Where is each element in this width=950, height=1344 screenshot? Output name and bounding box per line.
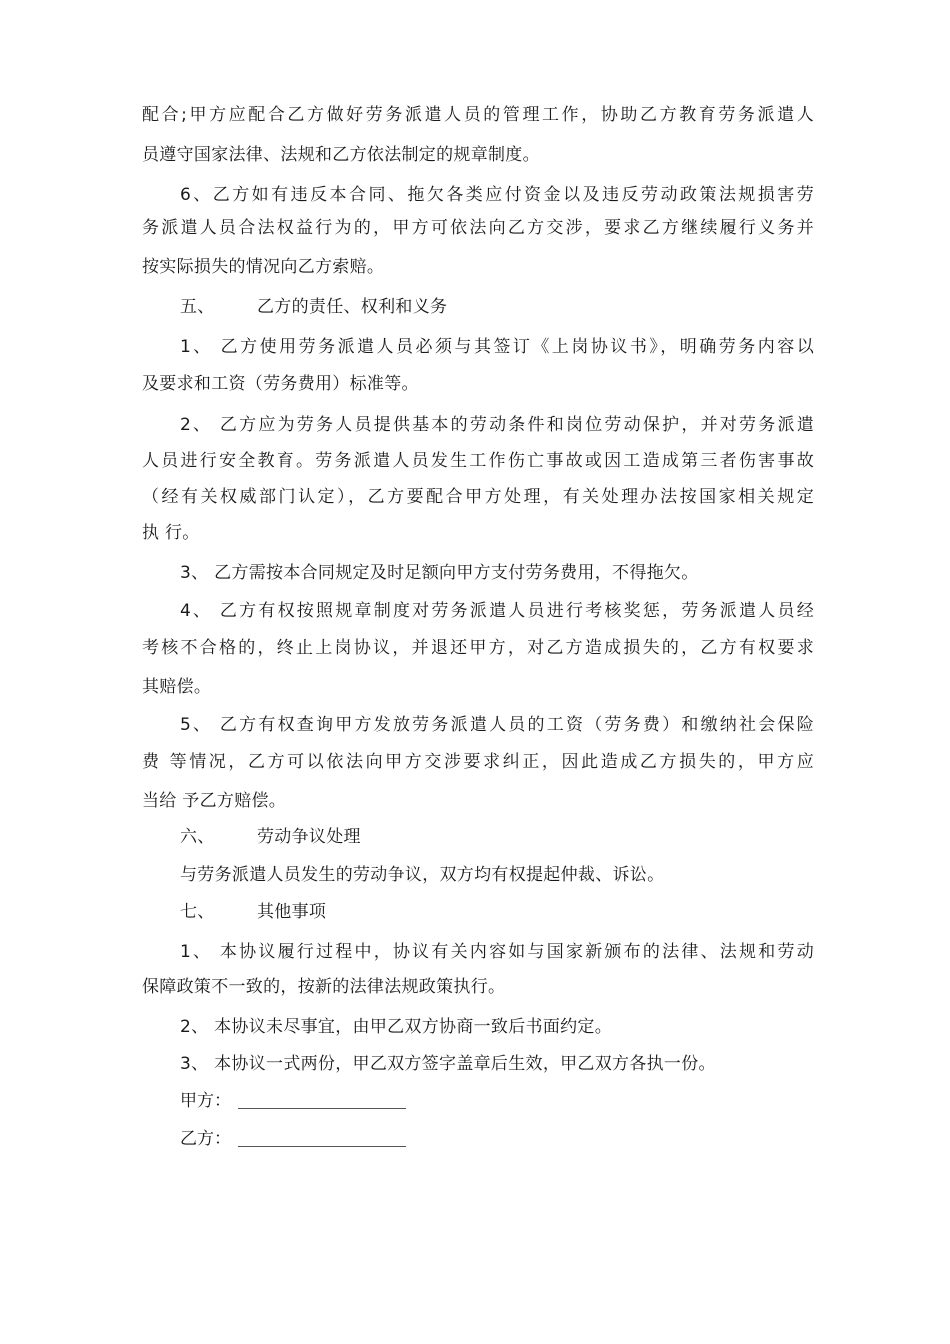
paragraph-line: 按实际损失的情况向乙方索赔。 <box>142 257 385 277</box>
paragraph-line: 6、乙方如有违反本合同、拖欠各类应付资金以及违反劳动政策法规损害劳 <box>180 185 814 205</box>
section-five-title: 乙方的责任、权利和义务 <box>257 297 448 317</box>
paragraph-line: 3、 本协议一式两份，甲乙双方签字盖章后生效，甲乙双方各执一份。 <box>180 1054 716 1074</box>
paragraph-line: 执 行。 <box>142 523 200 543</box>
paragraph-line: 2、 乙方应为劳务人员提供基本的劳动条件和岗位劳动保护，并对劳务派遣 <box>180 415 814 435</box>
paragraph-line: 配合;甲方应配合乙方做好劳务派遣人员的管理工作，协助乙方教育劳务派遣人 <box>142 105 814 125</box>
paragraph-line: （经有关权威部门认定），乙方要配合甲方处理，有关处理办法按国家相关规定 <box>142 487 814 507</box>
paragraph-line: 1、 乙方使用劳务派遣人员必须与其签订《上岗协议书》，明确劳务内容以 <box>180 337 814 357</box>
party-a-label: 甲方： <box>180 1091 231 1111</box>
paragraph-line: 1、 本协议履行过程中，协议有关内容如与国家新颁布的法律、法规和劳动 <box>180 942 814 962</box>
party-b-signature-line <box>238 1146 406 1147</box>
paragraph-line: 务派遣人员合法权益行为的，甲方可依法向乙方交涉，要求乙方继续履行义务并 <box>142 218 814 238</box>
paragraph-line: 保障政策不一致的，按新的法律法规政策执行。 <box>142 977 506 997</box>
section-five-number: 五、 <box>180 297 215 317</box>
party-a-signature-line <box>238 1108 406 1109</box>
paragraph-line: 4、 乙方有权按照规章制度对劳务派遣人员进行考核奖惩，劳务派遣人员经 <box>180 601 814 621</box>
paragraph-line: 5、 乙方有权查询甲方发放劳务派遣人员的工资（劳务费）和缴纳社会保险 <box>180 715 814 735</box>
paragraph-line: 员遵守国家法律、法规和乙方依法制定的规章制度。 <box>142 145 540 165</box>
paragraph-line: 3、 乙方需按本合同规定及时足额向甲方支付劳务费用，不得拖欠。 <box>180 563 699 583</box>
paragraph-line: 2、 本协议未尽事宜，由甲乙双方协商一致后书面约定。 <box>180 1017 613 1037</box>
section-six-title: 劳动争议处理 <box>257 827 361 847</box>
party-b-label: 乙方： <box>180 1129 231 1149</box>
paragraph-line: 与劳务派遣人员发生的劳动争议，双方均有权提起仲裁、诉讼。 <box>180 865 665 885</box>
paragraph-line: 人员进行安全教育。劳务派遣人员发生工作伤亡事故或因工造成第三者伤害事故 <box>142 451 814 471</box>
section-seven-title: 其他事项 <box>257 902 327 922</box>
paragraph-line: 当给 予乙方赔偿。 <box>142 791 287 811</box>
paragraph-line: 考核不合格的，终止上岗协议，并退还甲方，对乙方造成损失的，乙方有权要求 <box>142 638 814 658</box>
paragraph-line: 其赔偿。 <box>142 677 212 697</box>
section-seven-number: 七、 <box>180 902 215 922</box>
paragraph-line: 及要求和工资（劳务费用）标准等。 <box>142 374 419 394</box>
section-six-number: 六、 <box>180 827 215 847</box>
paragraph-line: 费 等情况，乙方可以依法向甲方交涉要求纠正，因此造成乙方损失的，甲方应 <box>142 752 814 772</box>
